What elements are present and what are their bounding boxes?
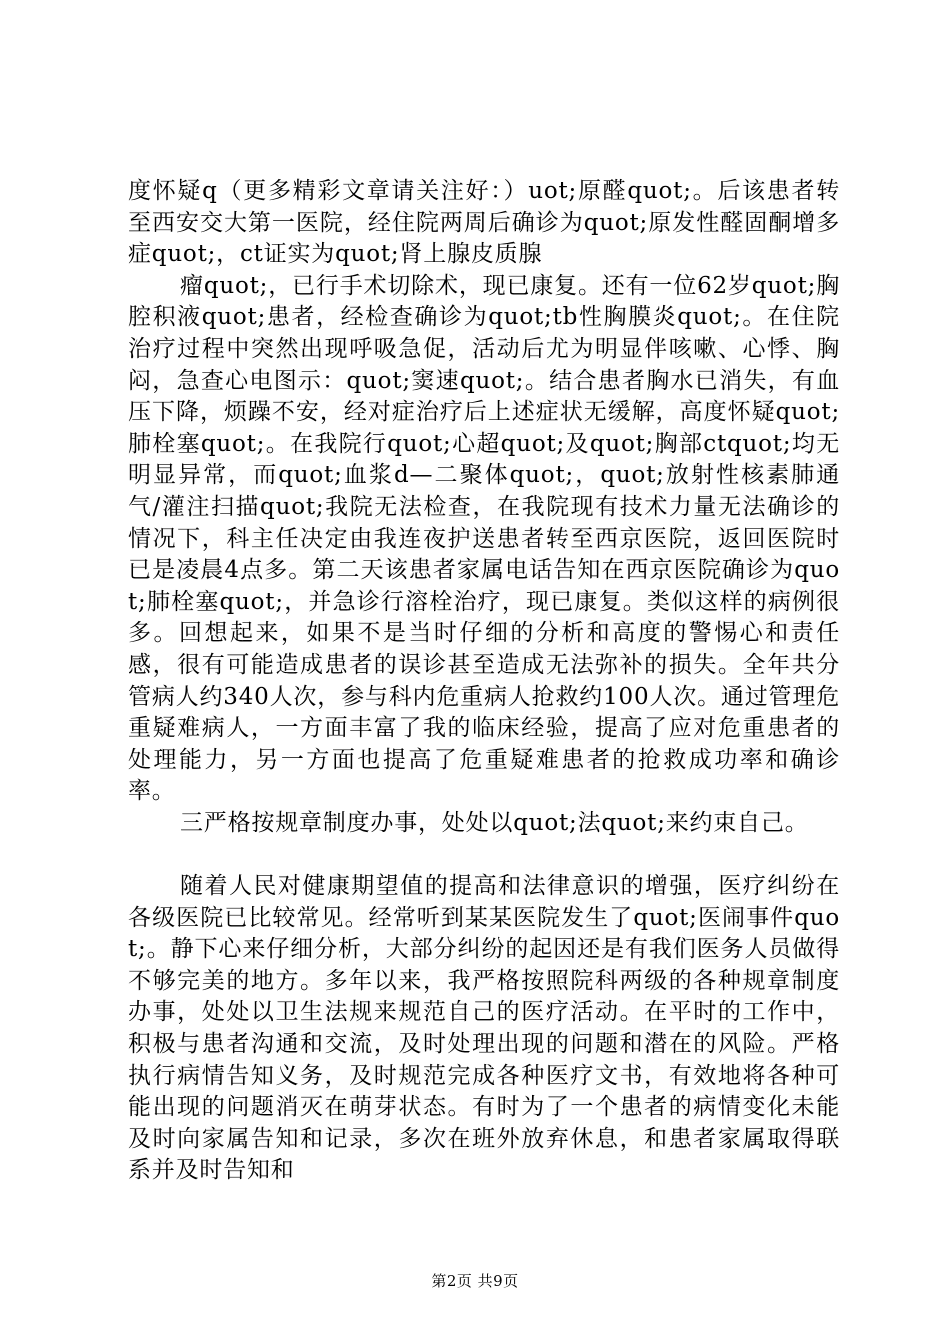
page-number-footer: 第2页 共9页 [431,1272,519,1290]
paragraph-continuation: 度怀疑q（更多精彩文章请关注好：）uot;原醛quot;。后该患者转至西安交大第一医院，经住院两周后确诊为quot;原发性醛固酮增多症quot;，ct证实为quot;肾上腺皮质腺 [128,178,840,268]
document-body [128,176,840,1187]
paragraph-regulations: 随着人民对健康期望值的提高和法律意识的增强，医疗纠纷在各级医院已比较常见。经常听到某某医院发生了quot;医闹事件quot;。静下心来仔细分析，大部分纠纷的起因还是有我们医务人员做得不够完美的地方。多年以来，我严格按照院科两级的各种规章制度办事，处处以卫生法规来规范自己的医疗活动。在平时的工作中，积极与患者沟通和交流，及时处理出现的问题和潜在的风险。严格执行病情告知义务，及时规范完成各种医疗文书，有效地将各种可能出现的问题消灭在萌芽状态。有时为了一个患者的病情变化未能及时向家属告知和记录，多次在班外放弃休息，和患者家属取得联系并及时告知和 [128,873,840,1184]
paragraph-case-report: 瘤quot;，已行手术切除术，现已康复。还有一位62岁quot;胸腔积液quot;患者，经检查确诊为quot;tb性胸膜炎quot;。在住院治疗过程中突然出现呼吸急促，活动后尤为明显伴咳嗽、心悸、胸闷，急查心电图示：quot;窦速quot;。结合患者胸水已消失，有血压下降，烦躁不安，经对症治疗后上述症状无缓解，高度怀疑quot;肺栓塞quot;。在我院行quot;心超quot;及quot;胸部ctquot;均无明显异常，而quot;血浆d—二聚体quot;，quot;放射性核素肺通气/灌注扫描quot;我院无法检查，在我院现有技术力量无法确诊的情况下，科主任决定由我连夜护送患者转至西京医院，返回医院时已是凌晨4点多。第二天该患者家属电话告知在西京医院确诊为quot;肺栓塞quot;，并急诊行溶栓治疗，现已康复。类似这样的病例很多。回想起来，如果不是当时仔细的分析和高度的警惕心和责任感，很有可能造成患者的误诊甚至造成无法弥补的损失。全年共分管病人约340人次，参与科内危重病人抢救约100人次。通过管理危重疑难病人，一方面丰富了我的临床经验，提高了应对危重患者的处理能力，另一方面也提高了危重疑难患者的抢救成功率和确诊率。 [128,272,840,805]
section-heading: 三严格按规章制度办事，处处以quot;法quot;来约束自己。 [180,809,809,836]
